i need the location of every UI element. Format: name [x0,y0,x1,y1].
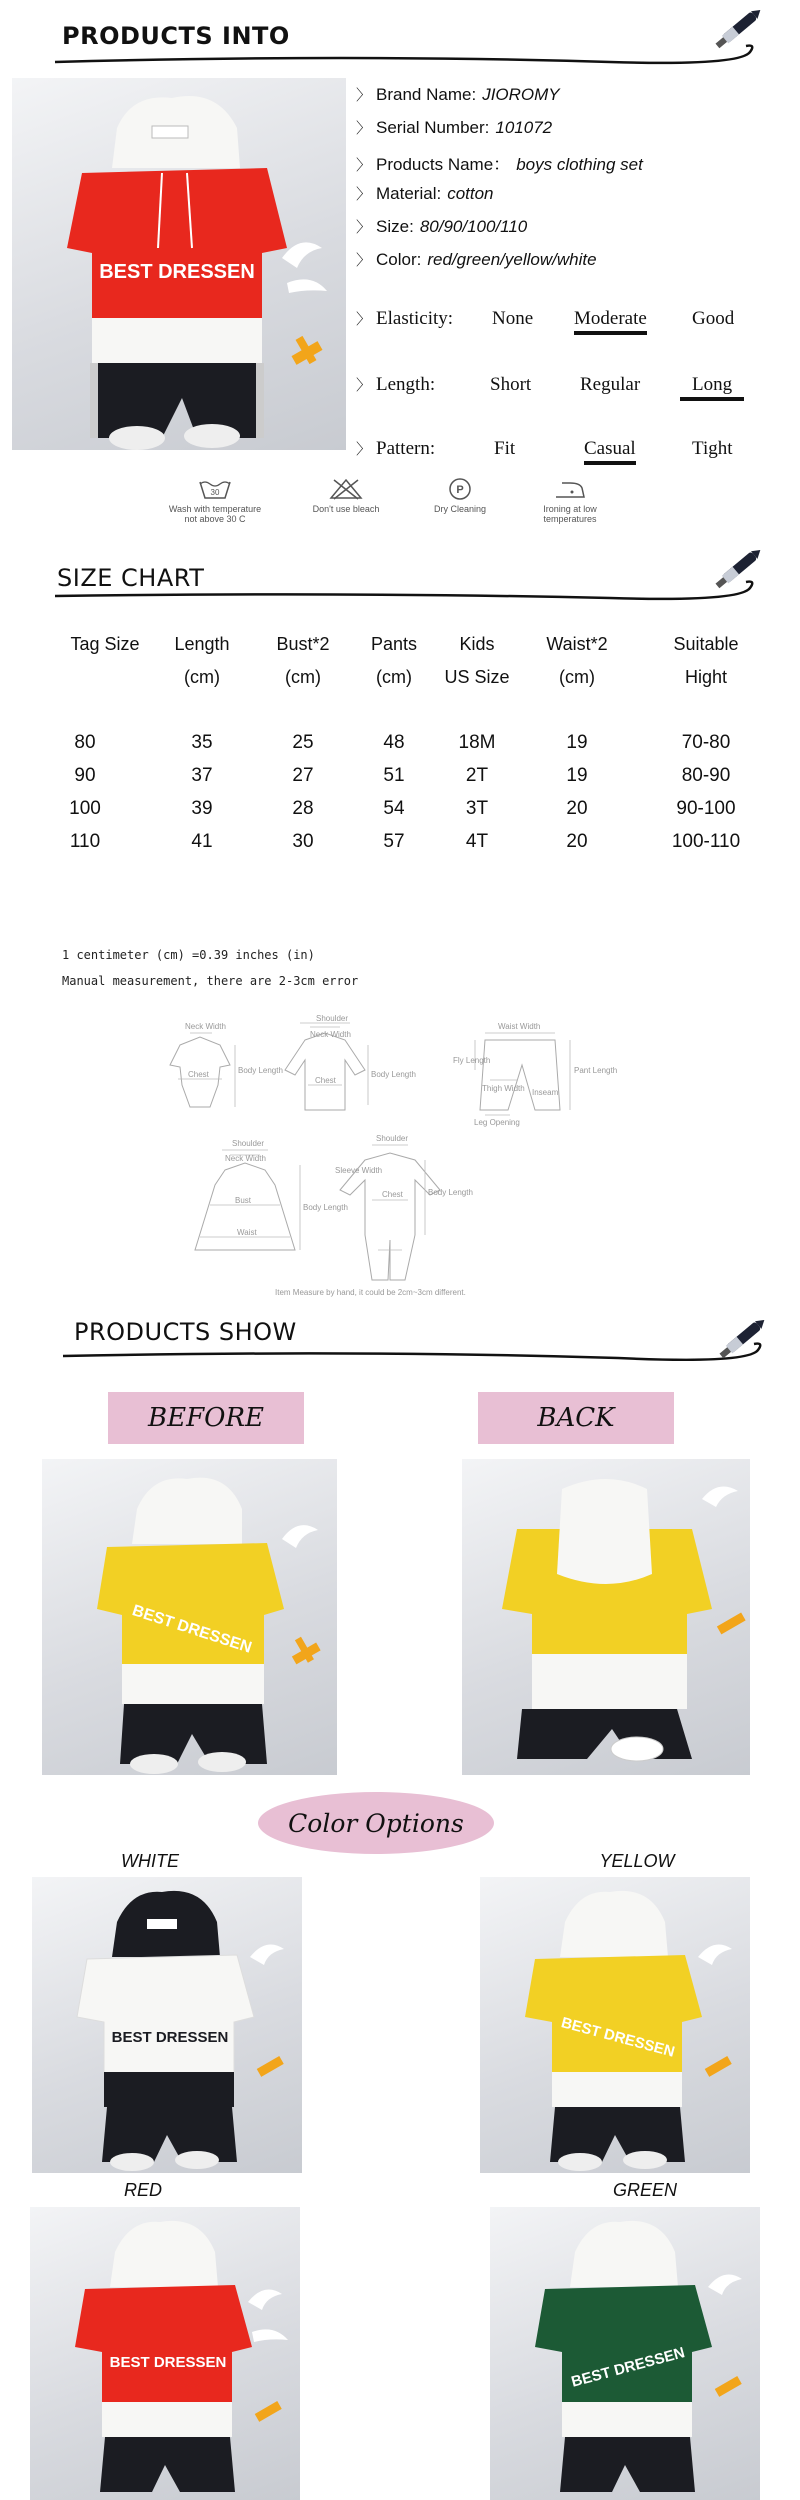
chevron-right-icon: 〉 [356,310,372,328]
size-cell-pants: 48 [383,732,405,753]
svg-text:Body Length: Body Length [428,1188,473,1197]
dry-clean-icon [442,478,478,500]
size-row: 〉 Size: 80/90/100/110 [356,217,528,236]
svg-text:Sleeve Width: Sleeve Width [335,1166,383,1175]
color-label-green: GREEN [612,2180,677,2200]
col-header-bust: Bust*2 (cm) [276,634,330,687]
svg-text:BEST DRESSEN: BEST DRESSEN [569,2344,687,2391]
elasticity-none: None [492,308,534,329]
product-photo-white [32,1877,302,2173]
products-show-heading: PRODUCTS SHOW [74,1318,297,1346]
svg-text:Shoulder: Shoulder [316,1015,349,1023]
iron-low-icon [552,478,588,500]
product-photo-yellow-front [42,1459,337,1775]
size-cell-suitable-height: 70-80 [681,732,731,753]
size-cell-suitable-height: 90-100 [676,798,736,819]
svg-text:Color Options: Color Options [288,1809,464,1838]
elasticity-label: 〉 Elasticity: [356,308,454,329]
care-wash: 30 Wash with temperature not above 30 C [150,478,280,524]
product-photo-yellow-back [462,1459,750,1775]
measurement-note: Manual measurement, there are 2-3cm error [62,974,359,988]
chevron-right-icon: 〉 [356,185,372,203]
wash-30-icon [197,478,233,500]
size-cell-tag-size: 110 [69,831,101,852]
garment-red-2-illustration [30,2207,300,2500]
length-label: 〉 Length: [356,374,436,395]
marker-pen-icon [708,0,768,60]
size-cell-bust: 30 [292,831,314,852]
chevron-right-icon: 〉 [356,218,372,236]
size-cell-bust: 27 [292,765,314,786]
svg-text:BEST DRESSEN: BEST DRESSEN [559,2014,677,2061]
garment-yellow-illustration [480,1877,750,2173]
size-cell-suitable-height: 100-110 [671,831,741,852]
svg-text:Leg Opening: Leg Opening [474,1118,520,1127]
size-cell-pants: 54 [383,798,405,819]
heading-underline [50,578,770,618]
products-into-heading: PRODUCTS INTO [62,22,290,50]
svg-text:BEST DRESSEN: BEST DRESSEN [111,2029,229,2046]
size-cell-us-size: 3T [465,798,489,819]
svg-text:Waist: Waist [237,1228,257,1237]
svg-text:Thigh Width: Thigh Width [482,1084,525,1093]
svg-text:Fly Length: Fly Length [453,1056,491,1065]
svg-text:Pant Length: Pant Length [574,1066,618,1075]
size-cell-waist: 19 [566,732,588,753]
before-label: BEFORE [108,1392,304,1444]
product-photo-red [12,78,346,450]
care-bleach: Don't use bleach [296,478,396,514]
size-cell-bust: 28 [292,798,314,819]
svg-text:Neck Width: Neck Width [185,1022,226,1031]
pattern-casual-selected: Casual [584,438,636,465]
brand-name-row: 〉 Brand Name: JIOROMY [356,85,560,104]
chevron-right-icon: 〉 [356,251,372,269]
svg-text:Shoulder: Shoulder [232,1139,265,1148]
svg-text:Chest: Chest [188,1070,209,1079]
length-regular: Regular [580,374,641,395]
svg-text:Body Length: Body Length [371,1070,416,1079]
elasticity-moderate-selected: Moderate [574,308,647,335]
svg-text:30: 30 [210,488,220,497]
size-cell-tag-size: 100 [69,798,101,819]
size-cell-length: 41 [191,831,213,852]
product-photo-green [490,2207,760,2500]
size-cell-us-size: 4T [465,831,489,852]
color-row: 〉 Color: red/green/yellow/white [356,250,597,269]
svg-text:Waist Width: Waist Width [498,1022,541,1031]
size-cell-pants: 51 [383,765,405,786]
svg-text:Bust: Bust [235,1196,252,1205]
serial-number-row: 〉 Serial Number: 101072 [356,118,553,137]
color-options-badge [256,1790,496,1856]
size-chart-heading: SIZE CHART [57,564,205,592]
material-row: 〉 Material: cotton [356,184,494,203]
color-label-red: RED [123,2180,162,2200]
length-long-selected: Long [680,374,744,401]
product-photo-yellow [480,1877,750,2173]
chevron-right-icon: 〉 [356,86,372,104]
garment-white-illustration [32,1877,302,2173]
color-label-white: WHITE [121,1851,179,1871]
garment-red-illustration [12,78,346,450]
measurement-diagram [140,1015,660,1305]
pattern-tight: Tight [692,438,733,459]
heading-underline [58,1340,778,1380]
svg-text:BEST DRESSEN: BEST DRESSEN [109,2354,227,2371]
chevron-right-icon: 〉 [356,440,372,458]
size-cell-waist: 20 [566,831,588,852]
col-header-tag-size: Tag Size [70,634,140,654]
svg-text:Chest: Chest [382,1190,403,1199]
elasticity-good: Good [692,308,735,329]
col-header-waist: Waist*2 (cm) [546,634,608,687]
chevron-right-icon: 〉 [356,376,372,394]
svg-text:Body Length: Body Length [303,1203,348,1212]
size-cell-tag-size: 80 [74,732,96,753]
marker-pen-icon [712,1310,772,1370]
pattern-label: 〉 Pattern: [356,438,436,459]
back-label: BACK [478,1392,674,1444]
svg-text:Chest: Chest [315,1076,336,1085]
care-ironing: Ironing at low temperatures [520,478,620,524]
svg-text:Neck Width: Neck Width [225,1154,266,1163]
svg-text:Inseam: Inseam [532,1088,559,1097]
chevron-right-icon: 〉 [356,119,372,137]
svg-text:Item Measure by hand, it could: Item Measure by hand, it could be 2cm~3cm different. [275,1288,466,1297]
chevron-right-icon: 〉 [356,156,372,174]
size-cell-us-size: 18M [458,732,496,753]
size-cell-waist: 20 [566,798,588,819]
size-cell-length: 39 [191,798,213,819]
svg-text:Body Length: Body Length [238,1066,283,1075]
garment-yellow-front-illustration [42,1459,337,1775]
marker-pen-icon [708,540,768,600]
col-header-pants: Pants (cm) [370,634,418,687]
size-cell-pants: 57 [383,831,405,852]
length-short: Short [490,374,532,395]
size-cell-tag-size: 90 [74,765,96,786]
col-header-kids: Kids US Size [444,634,510,687]
products-name-row: 〉 Products Name： boys clothing set [356,155,643,174]
garment-green-illustration [490,2207,760,2500]
conversion-note: 1 centimeter (cm) =0.39 inches (in) [62,948,315,962]
color-label-yellow: YELLOW [599,1851,675,1871]
product-photo-red-2 [30,2207,300,2500]
size-cell-waist: 19 [566,765,588,786]
pattern-fit: Fit [494,438,516,459]
no-bleach-icon [328,478,364,500]
size-cell-us-size: 2T [465,765,489,786]
size-cell-suitable-height: 80-90 [681,765,731,786]
svg-text:P: P [456,484,464,496]
care-dry-clean: P Dry Cleaning [410,478,510,514]
heading-underline [50,40,770,80]
svg-text:BEST DRESSEN: BEST DRESSEN [99,261,255,283]
svg-text:Shoulder: Shoulder [376,1134,409,1143]
col-header-suitable: Suitable Hight [673,634,739,687]
garment-yellow-back-illustration [462,1459,750,1775]
size-cell-length: 37 [191,765,213,786]
size-cell-bust: 25 [292,732,314,753]
svg-text:Neck Width: Neck Width [310,1030,351,1039]
size-cell-length: 35 [191,732,213,753]
svg-text:BEST DRESSEN: BEST DRESSEN [130,1602,254,1657]
col-header-length: Length (cm) [174,634,230,687]
